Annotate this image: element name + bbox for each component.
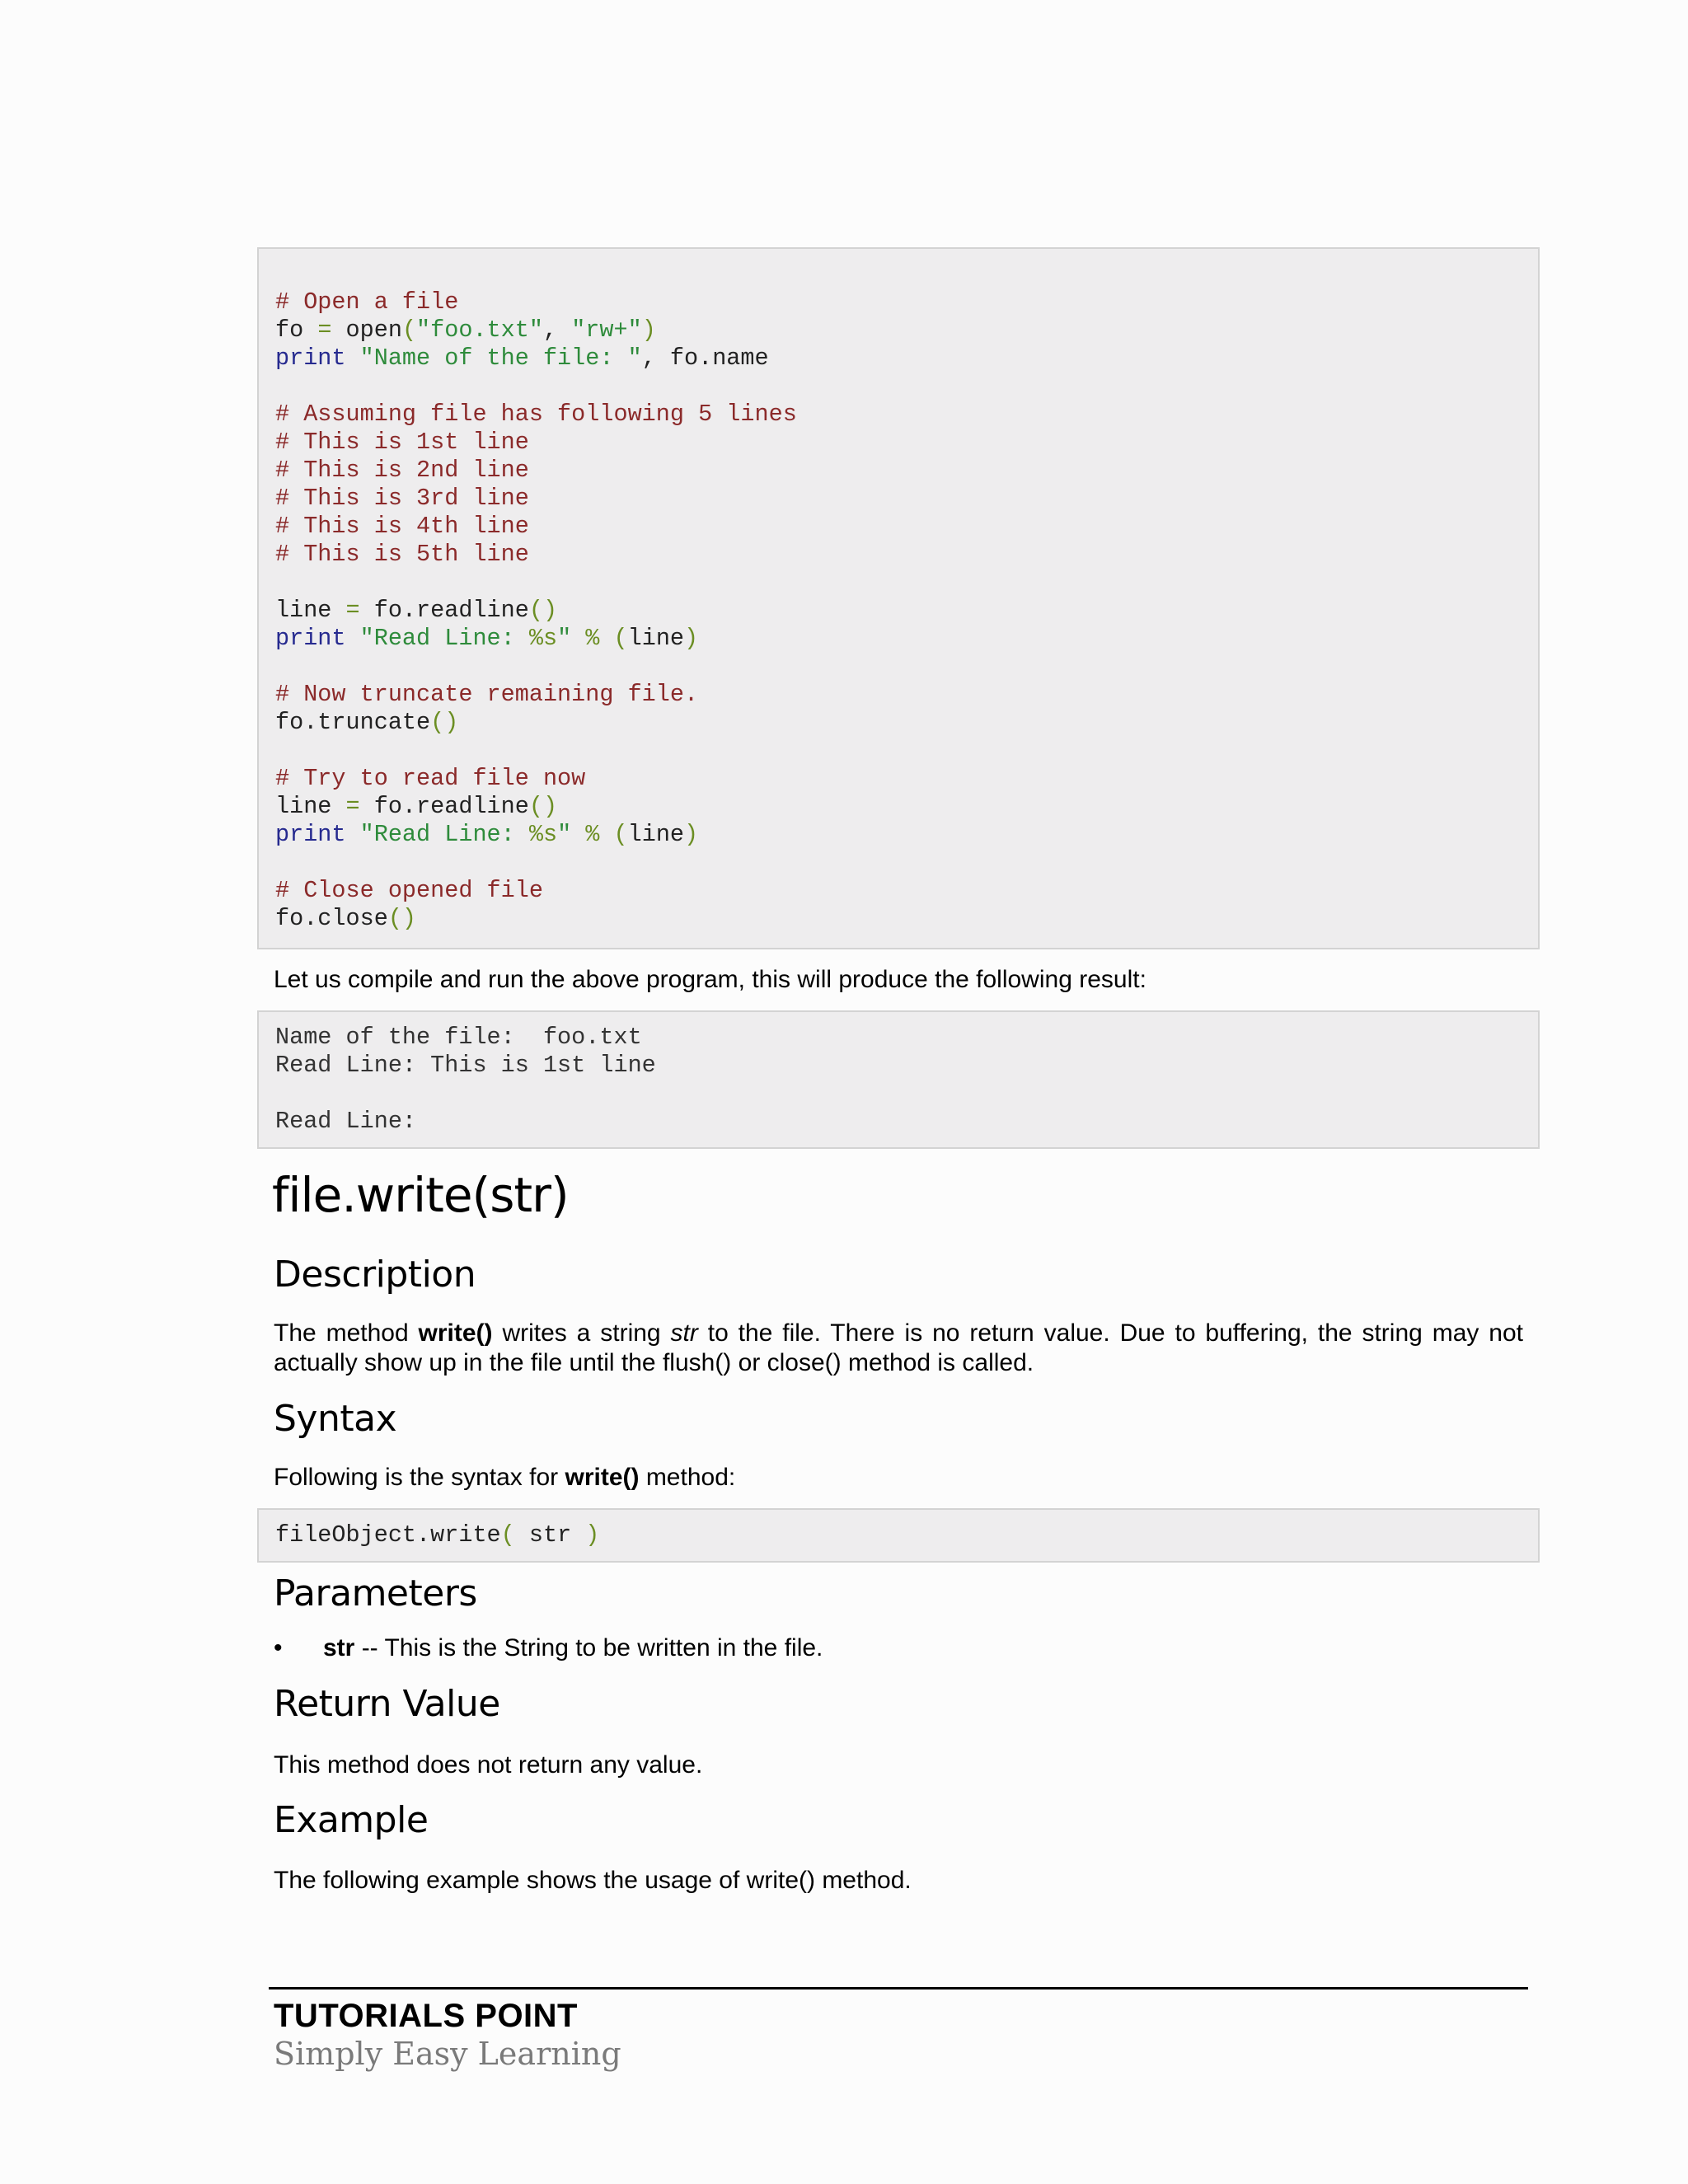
page-title: file.write(str) bbox=[272, 1167, 569, 1223]
code-line: fo.close() bbox=[275, 905, 417, 932]
code-block-main bbox=[257, 247, 1540, 949]
code-line: # Try to read file now bbox=[275, 765, 586, 792]
code-line: print "Read Line: %s" % (line) bbox=[275, 821, 699, 848]
output-line: Read Line: This is 1st line bbox=[275, 1052, 656, 1079]
parameters-heading: Parameters bbox=[274, 1572, 477, 1615]
code-line: # Close opened file bbox=[275, 877, 543, 904]
code-line: # Now truncate remaining file. bbox=[275, 681, 699, 708]
code-line: fo.truncate() bbox=[275, 709, 459, 736]
code-block-output bbox=[257, 1010, 1540, 1149]
code-line: # Assuming file has following 5 lines bbox=[275, 401, 797, 428]
output-listing bbox=[275, 1024, 656, 1136]
result-intro-text: Let us compile and run the above program, this will produce the following result: bbox=[274, 966, 1146, 993]
bullet-icon: • bbox=[274, 1634, 283, 1661]
description-text: The method write() writes a string str to the file. There is no return value. Due to buffering, the string may not actually show up in the file until the flush() or close() method is called. bbox=[274, 1319, 1523, 1376]
code-line: # This is 1st line bbox=[275, 429, 529, 456]
footer-divider bbox=[269, 1987, 1528, 1990]
footer-brand: TUTORIALS POINT bbox=[274, 1998, 578, 2034]
syntax-code: fileObject.write( str ) bbox=[275, 1521, 600, 1549]
return-value-heading: Return Value bbox=[274, 1683, 500, 1725]
code-line: # Open a file bbox=[275, 288, 459, 316]
return-value-text: This method does not return any value. bbox=[274, 1751, 703, 1779]
code-line: # This is 5th line bbox=[275, 541, 529, 568]
code-line: fo = open("foo.txt", "rw+") bbox=[275, 316, 656, 344]
code-block-syntax bbox=[257, 1508, 1540, 1563]
output-line: Name of the file: foo.txt bbox=[275, 1024, 642, 1051]
example-text: The following example shows the usage of write() method. bbox=[274, 1867, 912, 1894]
syntax-heading: Syntax bbox=[274, 1398, 397, 1440]
code-line: line = fo.readline() bbox=[275, 597, 558, 624]
code-line: # This is 4th line bbox=[275, 513, 529, 540]
parameter-description: str -- This is the String to be written in the file. bbox=[323, 1634, 823, 1661]
example-heading: Example bbox=[274, 1799, 429, 1841]
description-heading: Description bbox=[274, 1254, 476, 1296]
output-line: Read Line: bbox=[275, 1108, 417, 1135]
syntax-intro-text: Following is the syntax for write() method: bbox=[274, 1464, 736, 1491]
code-listing bbox=[275, 288, 797, 933]
code-line: print "Read Line: %s" % (line) bbox=[275, 625, 699, 652]
footer-tagline: Simply Easy Learning bbox=[274, 2036, 621, 2072]
code-line: line = fo.readline() bbox=[275, 793, 558, 820]
code-line: # This is 2nd line bbox=[275, 457, 529, 484]
code-line: print "Name of the file: ", fo.name bbox=[275, 344, 769, 372]
code-line: # This is 3rd line bbox=[275, 485, 529, 512]
